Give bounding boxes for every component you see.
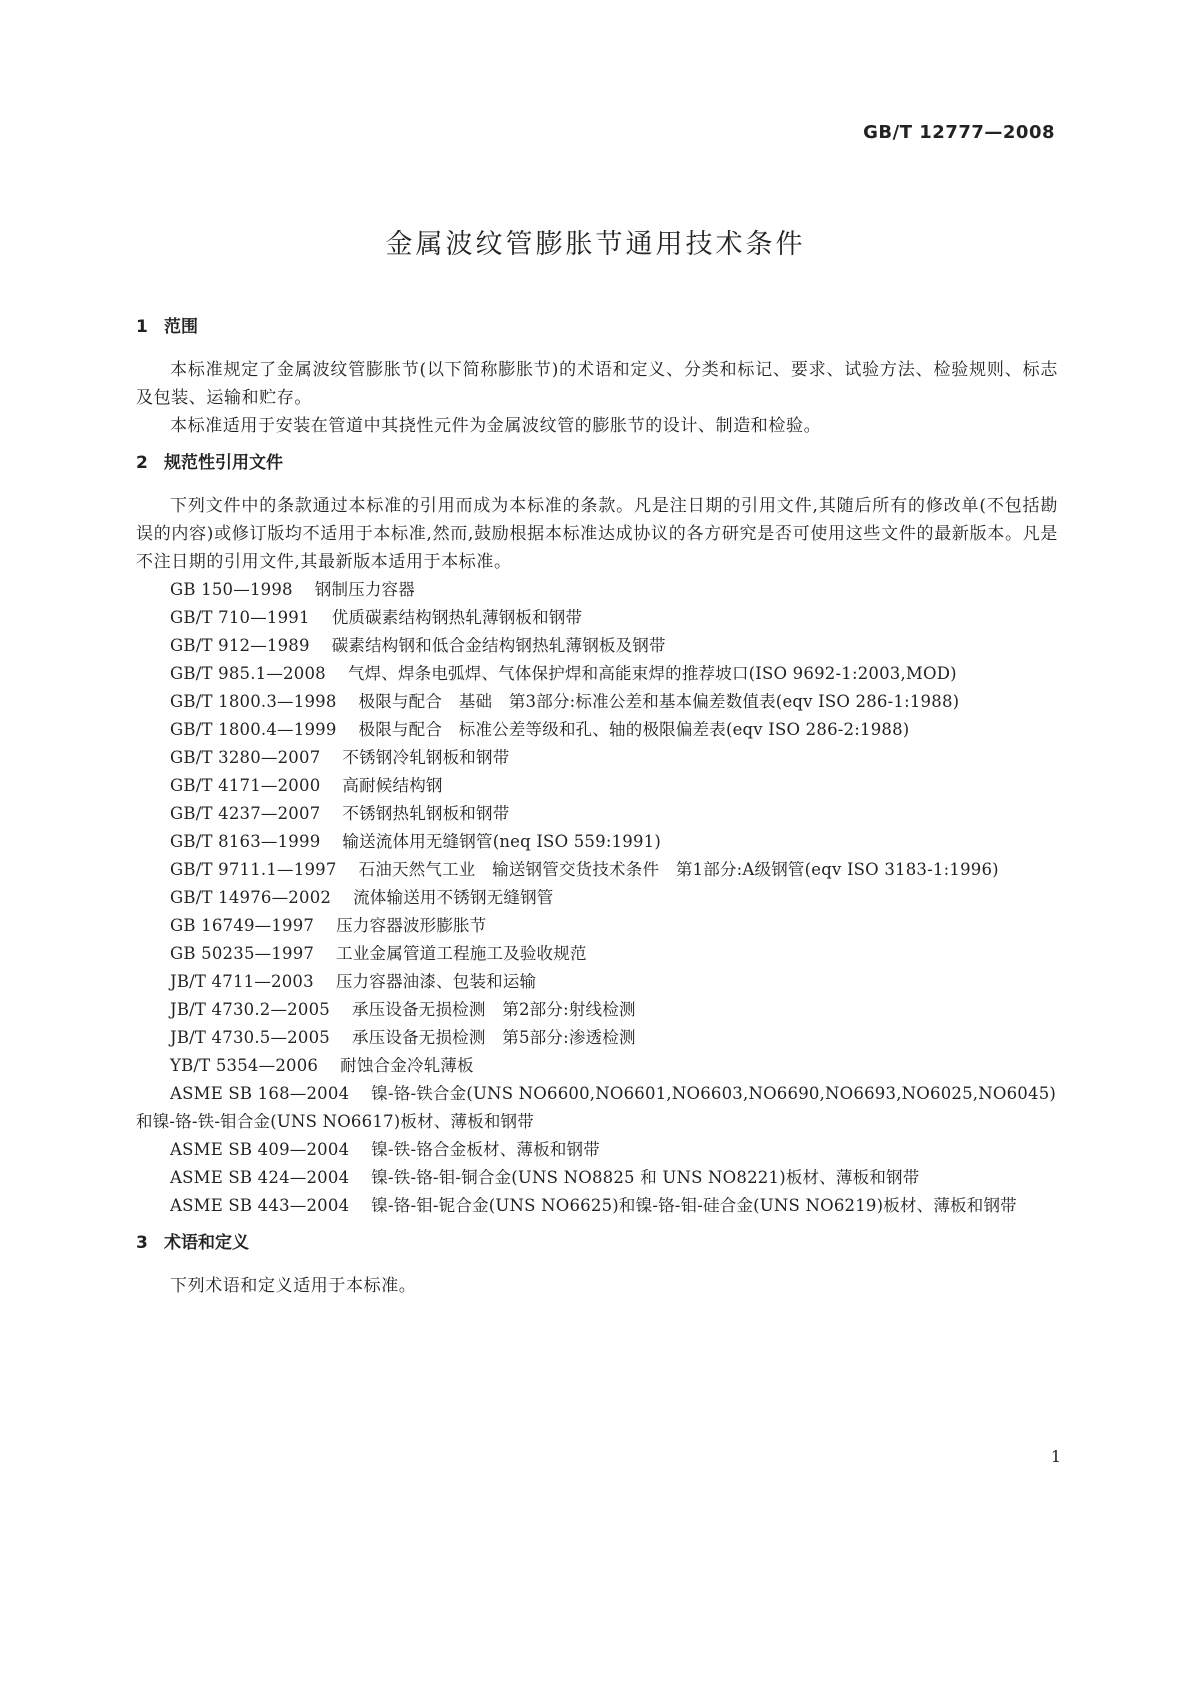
document-body: [136, 312, 1058, 1300]
reference-title: 极限与配合 标准公差等级和孔、轴的极限偏差表(eqv ISO 286-2:1988): [358, 720, 910, 739]
paragraph: 本标准规定了金属波纹管膨胀节(以下简称膨胀节)的术语和定义、分类和标记、要求、试验方法、检验规则、标志及包装、运输和贮存。: [136, 360, 1058, 408]
reference-title: 石油天然气工业 输送钢管交货技术条件 第1部分:A级钢管(eqv ISO 3183-1:1996): [358, 860, 999, 879]
reference-item: [136, 576, 1058, 604]
reference-title: 镍-铬-铁合金(UNS NO6600,NO6601,NO6603,NO6690,NO6693,NO6025,NO6045)和镍-铬-铁-钼合金(UNS NO6617)板材、薄板和钢带: [136, 1084, 1057, 1131]
reference-code: GB/T 985.1—2008: [170, 664, 326, 683]
reference-code: GB 16749—1997: [170, 916, 315, 935]
reference-code: GB/T 3280—2007: [170, 748, 321, 767]
reference-item: [136, 632, 1058, 660]
paragraph: 下列术语和定义适用于本标准。: [170, 1276, 417, 1296]
reference-title: 压力容器波形膨胀节: [336, 916, 487, 935]
reference-item: [136, 828, 1058, 856]
reference-code: GB/T 14976—2002: [170, 888, 332, 907]
reference-item: [136, 716, 1058, 744]
reference-title: 钢制压力容器: [314, 580, 415, 599]
reference-title: 承压设备无损检测 第5部分:渗透检测: [351, 1028, 636, 1047]
reference-item: [136, 1024, 1058, 1052]
reference-item: [136, 996, 1058, 1024]
page-number: 1: [1050, 1447, 1061, 1466]
reference-item: [136, 884, 1058, 912]
reference-code: JB/T 4730.5—2005: [170, 1028, 330, 1047]
paragraph: 本标准适用于安装在管道中其挠性元件为金属波纹管的膨胀节的设计、制造和检验。: [170, 416, 822, 436]
reference-code: GB/T 1800.4—1999: [170, 720, 337, 739]
reference-item: [136, 772, 1058, 800]
section-number: 3: [136, 1233, 148, 1253]
reference-item: [136, 1192, 1058, 1220]
reference-title: 不锈钢热轧钢板和钢带: [342, 804, 510, 823]
section-title: 规范性引用文件: [164, 453, 283, 473]
reference-code: GB 150—1998: [170, 580, 293, 599]
reference-code: YB/T 5354—2006: [170, 1056, 319, 1075]
reference-item: [136, 604, 1058, 632]
reference-item: [136, 968, 1058, 996]
reference-code: ASME SB 424—2004: [170, 1168, 350, 1187]
reference-code: GB/T 8163—1999: [170, 832, 321, 851]
section-heading-terms-and-definitions: [136, 1228, 1058, 1258]
reference-title: 耐蚀合金冷轧薄板: [340, 1056, 474, 1075]
reference-title: 极限与配合 基础 第3部分:标准公差和基本偏差数值表(eqv ISO 286-1:1988): [358, 692, 960, 711]
reference-code: GB/T 9711.1—1997: [170, 860, 337, 879]
reference-title: 工业金属管道工程施工及验收规范: [336, 944, 587, 963]
reference-list: [136, 576, 1058, 1220]
reference-item: [136, 856, 1058, 884]
section-title: 范围: [164, 317, 198, 337]
reference-item: [136, 744, 1058, 772]
section-number: 1: [136, 317, 148, 337]
reference-code: GB/T 1800.3—1998: [170, 692, 337, 711]
reference-code: GB/T 4237—2007: [170, 804, 321, 823]
reference-title: 镍-铁-铬-钼-铜合金(UNS NO8825 和 UNS NO8221)板材、薄板和钢带: [371, 1168, 920, 1187]
reference-title: 流体输送用不锈钢无缝钢管: [353, 888, 554, 907]
reference-title: 输送流体用无缝钢管(neq ISO 559:1991): [342, 832, 662, 851]
section-number: 2: [136, 453, 148, 473]
reference-item: [136, 660, 1058, 688]
reference-code: GB 50235—1997: [170, 944, 315, 963]
document-title: 金属波纹管膨胀节通用技术条件: [385, 229, 806, 260]
reference-code: ASME SB 409—2004: [170, 1140, 350, 1159]
reference-title: 承压设备无损检测 第2部分:射线检测: [351, 1000, 636, 1019]
standard-code: GB/T 12777—2008: [863, 122, 1055, 143]
reference-title: 镍-铁-铬合金板材、薄板和钢带: [371, 1140, 600, 1159]
reference-title: 镍-铬-钼-铌合金(UNS NO6625)和镍-铬-钼-硅合金(UNS NO6219)板材、薄板和钢带: [371, 1196, 1017, 1215]
reference-code: JB/T 4711—2003: [170, 972, 314, 991]
reference-code: ASME SB 168—2004: [170, 1084, 350, 1103]
reference-code: ASME SB 443—2004: [170, 1196, 350, 1215]
reference-title: 不锈钢冷轧钢板和钢带: [342, 748, 510, 767]
reference-item: [136, 1052, 1058, 1080]
reference-item: [136, 688, 1058, 716]
reference-item: [136, 1164, 1058, 1192]
reference-item: [136, 800, 1058, 828]
reference-item: [136, 1136, 1058, 1164]
reference-item: [136, 1080, 1058, 1136]
reference-title: 气焊、焊条电弧焊、气体保护焊和高能束焊的推荐坡口(ISO 9692-1:2003,MOD): [347, 664, 957, 683]
reference-title: 高耐候结构钢: [342, 776, 443, 795]
section-title: 术语和定义: [164, 1233, 249, 1253]
reference-code: GB/T 710—1991: [170, 608, 310, 627]
reference-code: GB/T 912—1989: [170, 636, 310, 655]
reference-title: 碳素结构钢和低合金结构钢热轧薄钢板及钢带: [331, 636, 666, 655]
reference-title: 优质碳素结构钢热轧薄钢板和钢带: [331, 608, 583, 627]
reference-code: GB/T 4171—2000: [170, 776, 321, 795]
reference-item: [136, 912, 1058, 940]
reference-title: 压力容器油漆、包装和运输: [335, 972, 537, 991]
reference-item: [136, 940, 1058, 968]
section-heading-scope: [136, 312, 1058, 342]
reference-code: JB/T 4730.2—2005: [170, 1000, 330, 1019]
paragraph: 下列文件中的条款通过本标准的引用而成为本标准的条款。凡是注日期的引用文件,其随后所有的修改单(不包括勘误的内容)或修订版均不适用于本标准,然而,鼓励根据本标准达成协议的各方研究是否可使用这些文件的最新版本。凡是不注日期的引用文件,其最新版本适用于本标准。: [136, 496, 1058, 572]
section-heading-normative-references: [136, 448, 1058, 478]
